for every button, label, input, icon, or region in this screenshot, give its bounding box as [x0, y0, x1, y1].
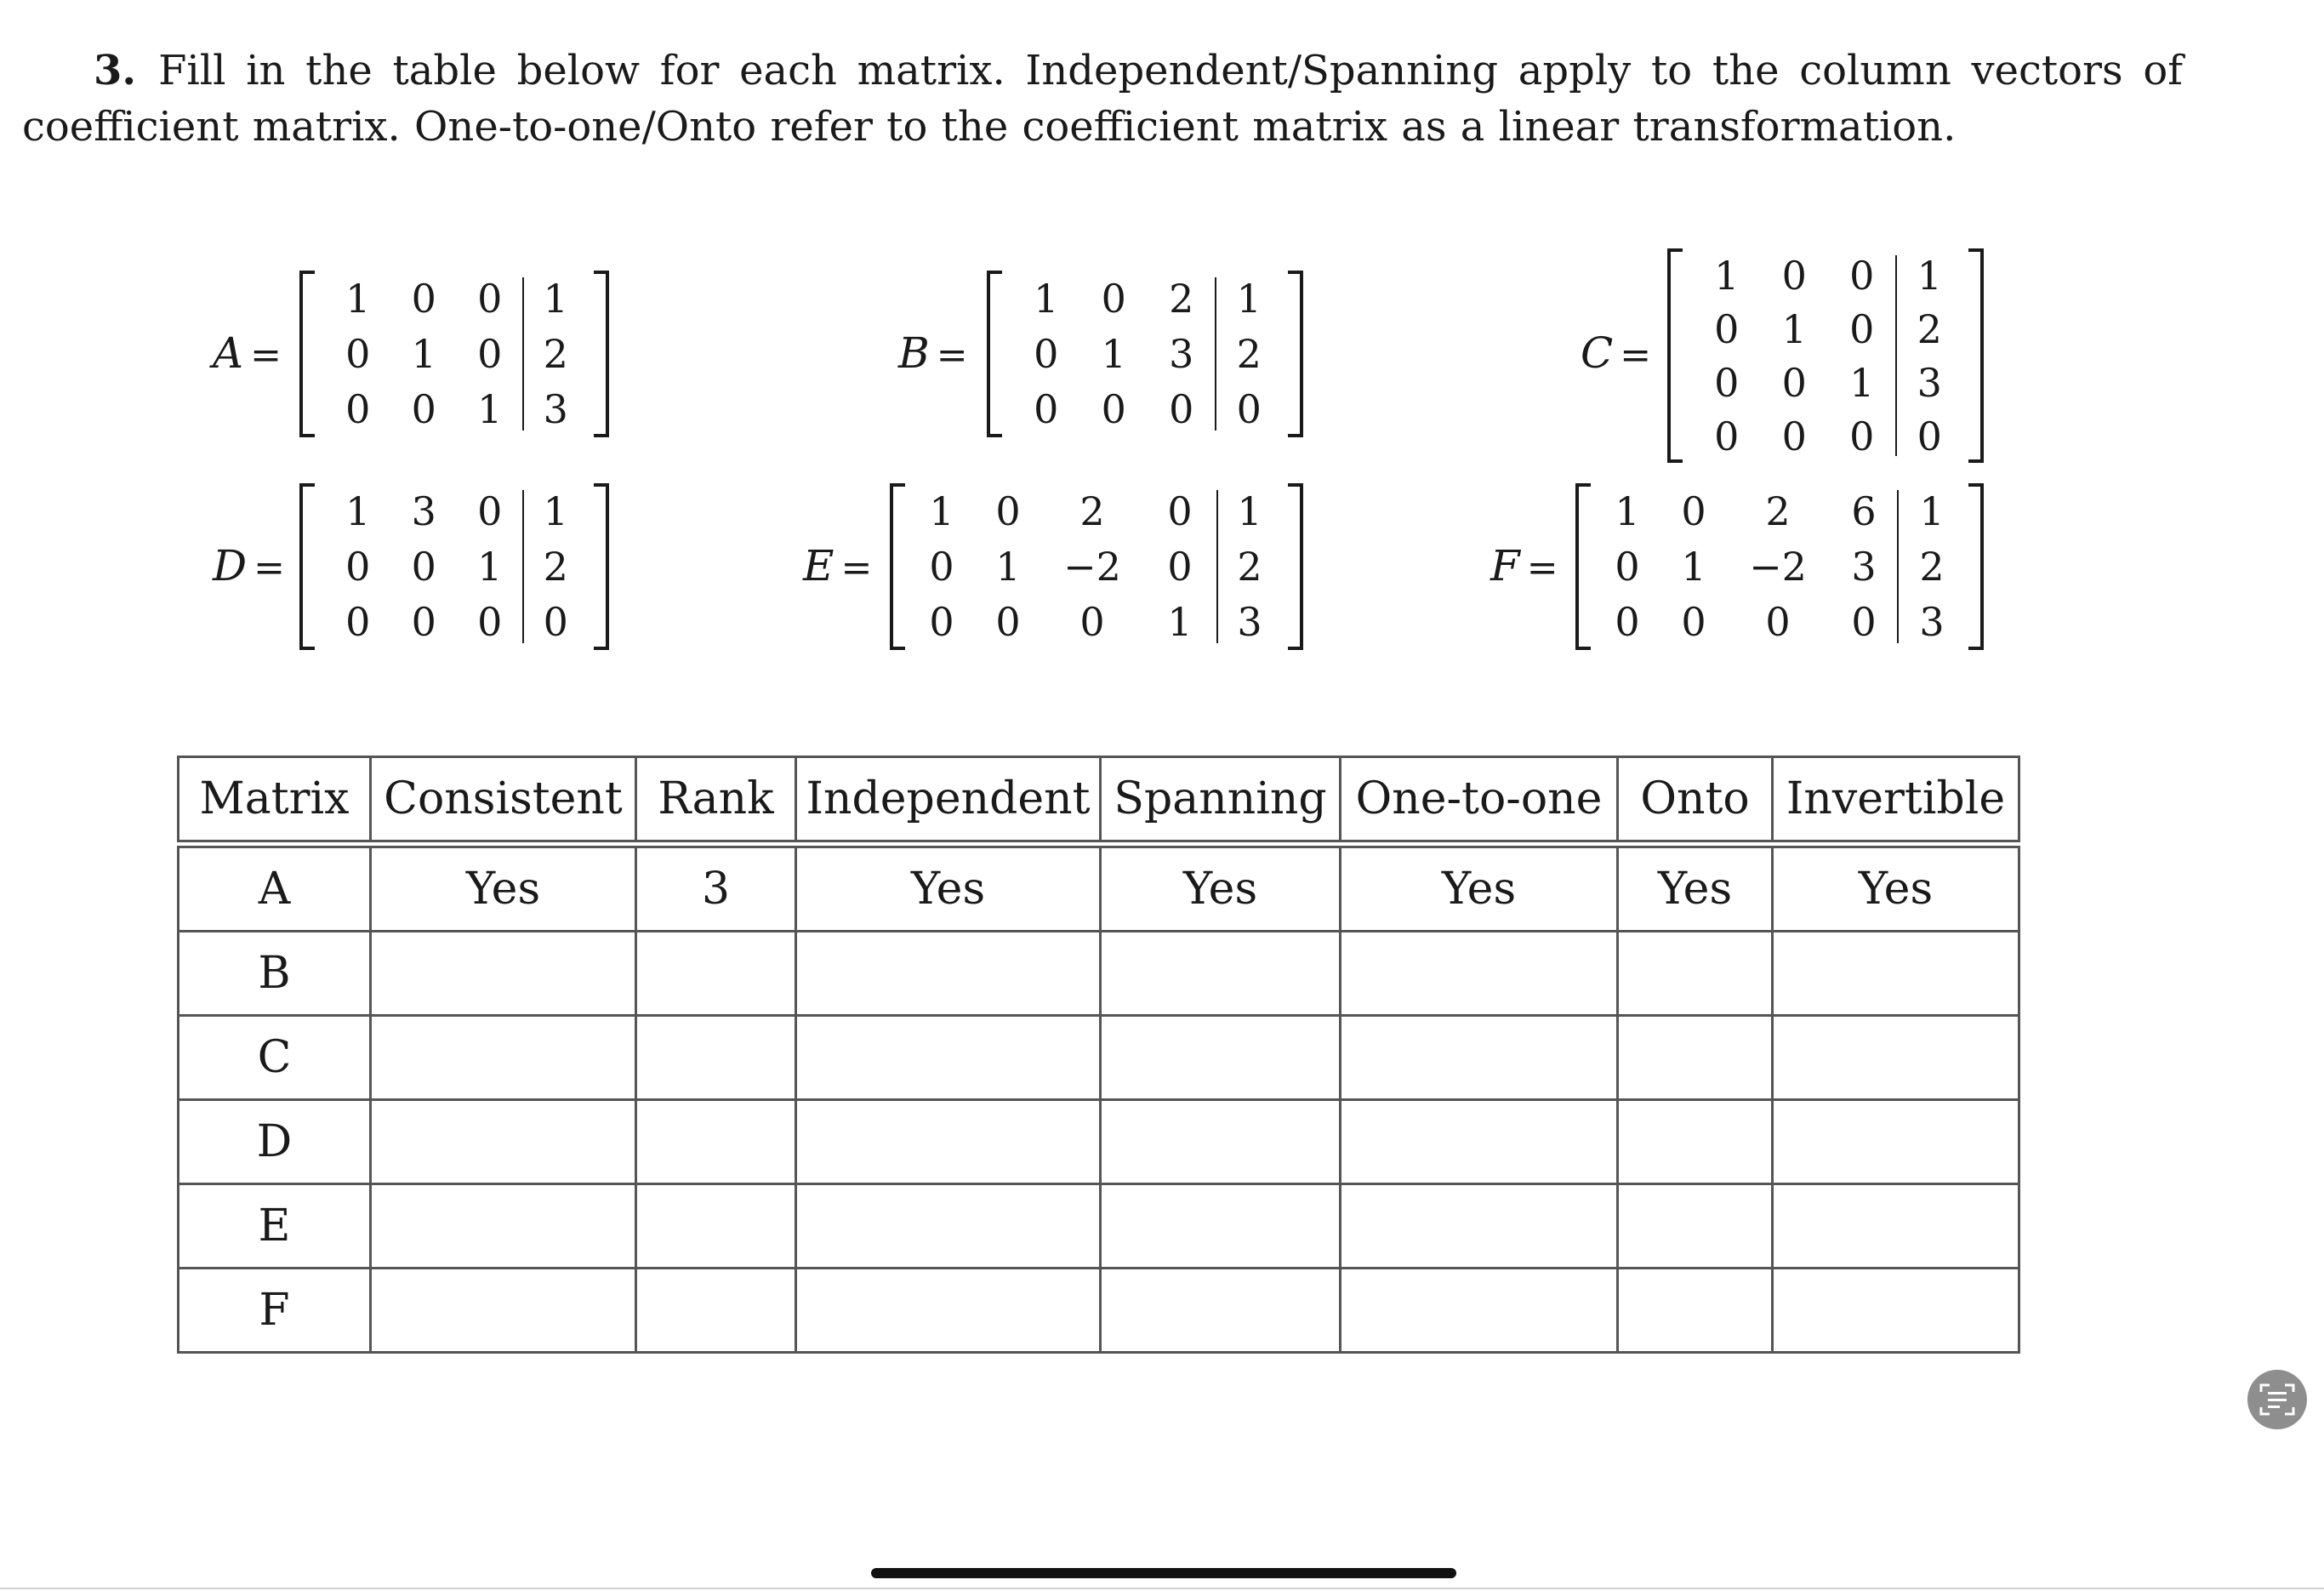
answer-table	[177, 756, 2020, 1354]
matrix-cell: 1	[477, 543, 503, 590]
matrix-d-label: D =	[213, 541, 285, 590]
matrix-cell: 2	[1237, 543, 1262, 590]
header-invertible: Invertible	[1773, 757, 2019, 845]
matrix-b-label: B =	[898, 328, 968, 378]
answer-cell[interactable]: Yes	[796, 844, 1101, 932]
table-row	[179, 1100, 2019, 1184]
matrix-cell: 0	[1615, 543, 1640, 590]
matrix-cell: 0	[345, 599, 371, 646]
matrix-cell: 1	[1781, 305, 1807, 352]
augment-line	[1897, 490, 1899, 643]
matrix-cell: 0	[543, 599, 568, 646]
matrix-cell: 2	[543, 330, 568, 377]
table-row	[179, 1184, 2019, 1269]
problem-line-2: coefficient matrix. One-to-one/Onto refer to the coefficient matrix as a linear transformation.	[22, 103, 1957, 151]
row-label: E	[179, 1184, 371, 1269]
matrix-cell: 0	[1101, 275, 1126, 322]
matrix-cell: 1	[1714, 252, 1740, 299]
matrix-cell: 0	[1849, 413, 1875, 459]
matrix-cell: 2	[543, 543, 568, 590]
header-rank: Rank	[636, 757, 796, 845]
answer-cell[interactable]	[636, 1184, 796, 1269]
answer-cell[interactable]	[371, 1016, 636, 1100]
answer-cell[interactable]	[1618, 1184, 1773, 1269]
answer-cell[interactable]	[1618, 1016, 1773, 1100]
matrix-cell: 1	[1615, 488, 1640, 534]
matrix-cell: 2	[1765, 488, 1791, 534]
matrix-cell: 2	[1079, 488, 1105, 534]
matrix-cell: 1	[1034, 275, 1059, 322]
table-header-row	[179, 757, 2019, 845]
matrix-cell: 3	[1169, 330, 1194, 377]
answer-cell[interactable]	[1618, 1100, 1773, 1184]
answer-cell[interactable]	[1773, 1100, 2019, 1184]
augment-line	[522, 277, 524, 431]
text-recognition-icon	[2258, 1380, 2297, 1419]
matrix-cell: 0	[411, 599, 436, 646]
matrix-cell: 0	[1781, 359, 1807, 406]
matrix-cell: 3	[1851, 543, 1877, 590]
matrix-cell: −2	[1749, 543, 1807, 590]
matrix-cell: 0	[1167, 543, 1193, 590]
header-consistent: Consistent	[371, 757, 636, 845]
table-row	[179, 844, 2019, 932]
matrix-cell: 1	[929, 488, 954, 534]
matrix-e	[890, 483, 1303, 650]
answer-cell[interactable]	[1341, 932, 1618, 1016]
matrix-cell: −2	[1063, 543, 1121, 590]
matrix-cell: 0	[929, 599, 954, 646]
matrix-cell: 0	[411, 543, 436, 590]
answer-cell[interactable]	[1773, 932, 2019, 1016]
answer-cell[interactable]	[1101, 1016, 1341, 1100]
matrix-cell: 0	[477, 275, 503, 322]
answer-cell[interactable]	[371, 1100, 636, 1184]
table-row	[179, 1016, 2019, 1100]
matrix-cell: 0	[1851, 599, 1877, 646]
answer-cell[interactable]	[796, 1184, 1101, 1269]
augment-line	[1895, 255, 1897, 456]
matrix-cell: 1	[1849, 359, 1875, 406]
matrix-cell: 2	[1917, 305, 1942, 352]
matrix-c-label: C =	[1581, 328, 1652, 378]
header-onto: Onto	[1618, 757, 1773, 845]
matrix-cell: 0	[477, 599, 503, 646]
matrix-cell: 1	[411, 330, 436, 377]
home-indicator[interactable]	[871, 1568, 1456, 1578]
answer-cell[interactable]: Yes	[1101, 844, 1341, 932]
matrix-cell: 3	[543, 386, 568, 433]
matrix-a-label: A =	[213, 328, 282, 378]
matrix-cell: 0	[1781, 413, 1807, 459]
matrix-cell: 1	[995, 543, 1021, 590]
header-spanning: Spanning	[1101, 757, 1341, 845]
problem-line-1	[22, 43, 2183, 99]
table-row	[179, 932, 2019, 1016]
answer-cell[interactable]	[1773, 1184, 2019, 1269]
matrix-cell: 0	[345, 330, 371, 377]
matrix-cell: 0	[995, 488, 1021, 534]
answer-cell[interactable]	[1101, 1100, 1341, 1184]
row-label: B	[179, 932, 371, 1016]
problem-statement	[22, 43, 2183, 155]
answer-cell[interactable]	[1341, 1269, 1618, 1353]
matrix-cell: 0	[995, 599, 1021, 646]
answer-cell[interactable]	[1773, 1016, 2019, 1100]
answer-cell[interactable]: Yes	[371, 844, 636, 932]
header-matrix: Matrix	[179, 757, 371, 845]
matrix-cell: 0	[411, 386, 436, 433]
matrix-e-label: E =	[803, 541, 873, 590]
matrix-cell: 0	[1681, 599, 1706, 646]
matrix-cell: 0	[1849, 252, 1875, 299]
matrix-cell: 6	[1851, 488, 1877, 534]
matrix-cell: 1	[1236, 275, 1262, 322]
matrix-cell: 0	[477, 330, 503, 377]
matrix-cell: 3	[1919, 599, 1945, 646]
matrix-cell: 0	[1236, 386, 1262, 433]
answer-cell[interactable]	[636, 1016, 796, 1100]
header-one-to-one: One-to-one	[1341, 757, 1618, 845]
matrix-cell: 0	[1079, 599, 1105, 646]
matrix-cell: 1	[1237, 488, 1262, 534]
answer-cell[interactable]: Yes	[1341, 844, 1618, 932]
answer-cell[interactable]	[371, 1184, 636, 1269]
answer-cell[interactable]	[796, 1016, 1101, 1100]
table-row	[179, 1269, 2019, 1353]
matrix-cell: 3	[1237, 599, 1262, 646]
augment-line	[522, 490, 524, 643]
matrix-cell: 0	[1681, 488, 1706, 534]
answer-cell[interactable]	[636, 1269, 796, 1353]
matrix-cell: 0	[1765, 599, 1791, 646]
matrix-cell: 0	[1714, 413, 1740, 459]
matrix-cell: 0	[929, 543, 954, 590]
matrix-cell: 1	[1101, 330, 1126, 377]
matrix-cell: 0	[1167, 488, 1193, 534]
answer-cell[interactable]	[371, 1269, 636, 1353]
matrix-cell: 1	[477, 386, 503, 433]
header-independent: Independent	[796, 757, 1101, 845]
matrix-a	[299, 271, 609, 437]
augment-line	[1216, 490, 1218, 643]
answer-cell[interactable]	[1618, 1269, 1773, 1353]
answer-cell[interactable]	[1101, 932, 1341, 1016]
answer-cell[interactable]	[796, 1100, 1101, 1184]
answer-cell[interactable]	[1341, 1184, 1618, 1269]
matrix-cell: 1	[1917, 252, 1942, 299]
matrix-c	[1667, 248, 1984, 463]
matrix-cell: 0	[1714, 359, 1740, 406]
matrix-cell: 2	[1236, 330, 1262, 377]
row-label: A	[179, 844, 371, 932]
answer-cell[interactable]	[1773, 1269, 2019, 1353]
matrix-cell: 0	[477, 488, 503, 534]
matrix-cell: 0	[411, 275, 436, 322]
row-label: D	[179, 1100, 371, 1184]
matrix-cell: 1	[345, 275, 371, 322]
matrix-cell: 1	[1919, 488, 1945, 534]
row-label: F	[179, 1269, 371, 1353]
problem-number: 3.	[94, 47, 137, 94]
answer-cell[interactable]	[636, 1100, 796, 1184]
answer-cell[interactable]	[796, 1269, 1101, 1353]
matrix-b	[987, 271, 1303, 437]
matrix-cell: 0	[1849, 305, 1875, 352]
matrix-cell: 0	[1615, 599, 1640, 646]
answer-cell[interactable]	[371, 932, 636, 1016]
matrix-cell: 2	[1919, 543, 1945, 590]
matrix-cell: 0	[1917, 413, 1942, 459]
answer-cell[interactable]	[1341, 1016, 1618, 1100]
answer-cell[interactable]	[636, 932, 796, 1016]
matrix-cell: 1	[543, 275, 568, 322]
answer-cell[interactable]	[1341, 1100, 1618, 1184]
matrix-cell: 0	[1034, 386, 1059, 433]
augment-line	[1215, 277, 1216, 431]
answer-cell[interactable]: Yes	[1773, 844, 2019, 932]
matrix-cell: 3	[411, 488, 436, 534]
matrix-cell: 3	[1917, 359, 1942, 406]
matrix-f	[1575, 483, 1984, 650]
matrix-cell: 1	[1681, 543, 1706, 590]
matrix-cell: 0	[345, 543, 371, 590]
text-recognition-button[interactable]	[2247, 1370, 2307, 1429]
matrix-cell: 0	[345, 386, 371, 433]
answer-cell[interactable]	[1618, 932, 1773, 1016]
matrix-cell: 0	[1101, 386, 1126, 433]
answer-cell[interactable]: 3	[636, 844, 796, 932]
problem-text-1: Fill in the table below for each matrix. Independent/Spanning apply to the column vectors of	[158, 47, 2183, 94]
matrix-cell: 1	[543, 488, 568, 534]
matrix-d	[299, 483, 609, 650]
matrix-cell: 0	[1714, 305, 1740, 352]
answer-cell[interactable]: Yes	[1618, 844, 1773, 932]
matrix-cell: 1	[345, 488, 371, 534]
divider	[0, 1588, 2324, 1589]
matrix-cell: 0	[1781, 252, 1807, 299]
matrix-cell: 1	[1167, 599, 1193, 646]
answer-cell[interactable]	[1101, 1184, 1341, 1269]
row-label: C	[179, 1016, 371, 1100]
answer-cell[interactable]	[796, 932, 1101, 1016]
matrix-cell: 0	[1169, 386, 1194, 433]
matrix-f-label: F =	[1490, 541, 1558, 590]
answer-cell[interactable]	[1101, 1269, 1341, 1353]
matrix-cell: 2	[1169, 275, 1194, 322]
matrix-cell: 0	[1034, 330, 1059, 377]
